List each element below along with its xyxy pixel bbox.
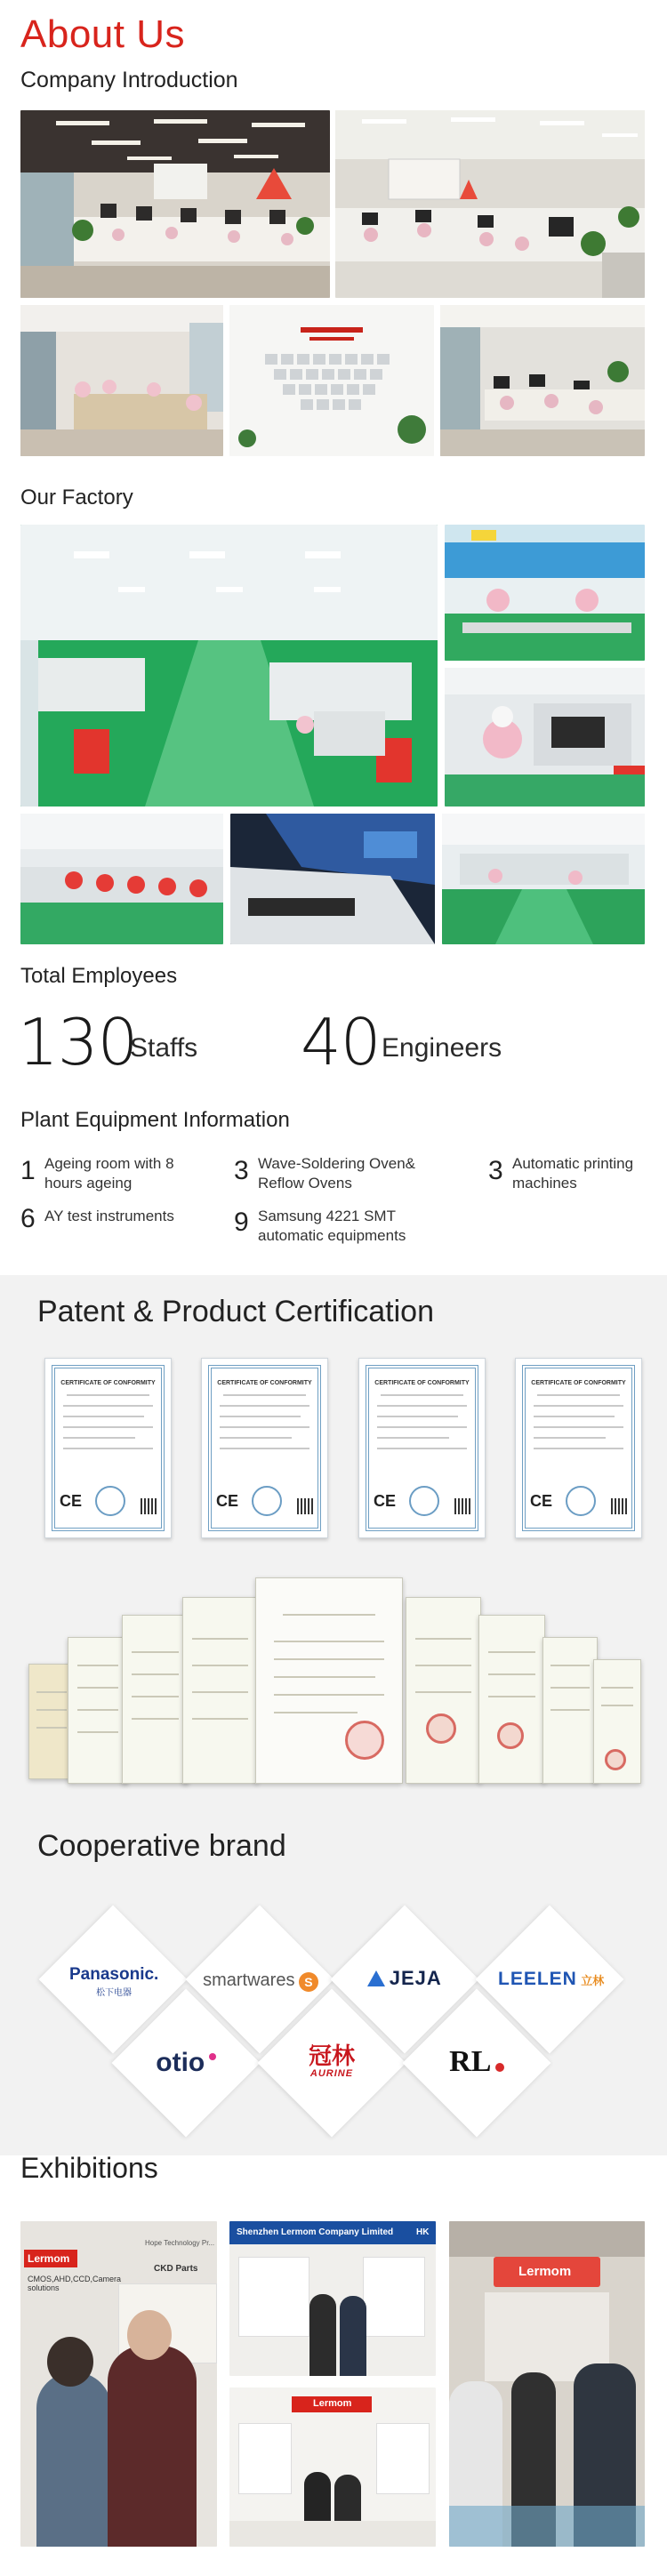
staff-unit: Staffs: [130, 1033, 198, 1063]
page-title: About Us: [20, 12, 185, 56]
company-intro-heading: Company Introduction: [20, 68, 238, 92]
patent-wall-photo: [229, 305, 434, 456]
factory-heading: Our Factory: [20, 486, 133, 510]
jeja-triangle-icon: [367, 1970, 385, 1986]
brand-logo-otio: otio: [144, 2048, 228, 2078]
rl-dot-icon: [495, 2063, 504, 2072]
exhibitions-heading: Exhibitions: [20, 2152, 158, 2184]
smt-machine-photo: [230, 814, 435, 944]
engineer-unit: Engineers: [382, 1033, 502, 1063]
equipment-label: Automatic printing machines: [512, 1155, 634, 1192]
patent-certificate: [68, 1637, 128, 1784]
machine-operator-photo: [445, 668, 645, 807]
equipment-heading: Plant Equipment Information: [20, 1108, 290, 1132]
equipment-count: 3: [234, 1156, 249, 1185]
exhibition-photo-3: [229, 2387, 436, 2547]
exhibition-photo-1: [20, 2221, 217, 2547]
exhibition-caption: CMOS,AHD,CCD,Camera solutions: [28, 2275, 122, 2292]
office-photo-2: [335, 110, 645, 298]
exhibition-photo-4: [449, 2221, 645, 2547]
exhibition-booth-brand: Lermom: [313, 2398, 352, 2409]
staff-count: 130: [18, 1005, 138, 1079]
factory-floor-photo: [20, 525, 438, 807]
engineer-count: 40: [301, 1005, 381, 1079]
office-workstations-photo: [440, 305, 645, 456]
otio-dot-icon: [209, 2053, 216, 2060]
equipment-label: Samsung 4221 SMT automatic equipments: [258, 1208, 406, 1244]
brand-logo-jeja: JEJA: [356, 1967, 454, 1990]
brands-heading: Cooperative brand: [37, 1829, 286, 1863]
patent-certificate: [593, 1659, 641, 1784]
patent-certificate: [122, 1615, 189, 1784]
equipment-count: 6: [20, 1204, 36, 1233]
brand-logo-rl: RL: [442, 2045, 511, 2079]
equipment-count: 3: [488, 1156, 503, 1185]
exhibition-parts-text: CKD Parts: [154, 2264, 198, 2274]
assembly-line-photo: [20, 814, 223, 944]
inspection-station-photo: [445, 525, 645, 661]
certification-heading: Patent & Product Certification: [37, 1295, 435, 1328]
equipment-count: 1: [20, 1156, 36, 1185]
patent-certificate: [478, 1615, 545, 1784]
patent-certificate-main: [255, 1577, 403, 1784]
patent-certificate: [182, 1597, 258, 1784]
meeting-room-photo: [20, 305, 223, 456]
brand-logo-smartwares: smartwares S: [201, 1970, 320, 1992]
brand-logo-panasonic: Panasonic. 松下电器: [69, 1965, 159, 1998]
exhibition-brand-label: Lermom: [28, 2252, 70, 2265]
ce-certificate: CERTIFICATE OF CONFORMITY CE: [358, 1358, 486, 1538]
equipment-label: Ageing room with 8 hours ageing: [44, 1155, 174, 1192]
employees-heading: Total Employees: [20, 964, 178, 988]
patent-certificate: [406, 1597, 481, 1784]
ce-certificate: CERTIFICATE OF CONFORMITY CE: [515, 1358, 642, 1538]
equipment-label: Wave-Soldering Oven& Reflow Ovens: [258, 1155, 416, 1192]
ce-certificate: CERTIFICATE OF CONFORMITY CE: [44, 1358, 172, 1538]
exhibition-photo-2: [229, 2221, 436, 2376]
brand-logo-leelen: LEELEN 立林: [498, 1969, 605, 1989]
patent-certificate: [542, 1637, 598, 1784]
ce-certificate: CERTIFICATE OF CONFORMITY CE: [201, 1358, 328, 1538]
equipment-label: AY test instruments: [44, 1208, 174, 1224]
exhibition-banner-company: Shenzhen Lermom Company Limited: [237, 2227, 394, 2237]
production-hall-photo: [442, 814, 645, 944]
exhibition-booth-text: Hope Technology Pr...: [145, 2239, 215, 2247]
office-photo-1: [20, 110, 330, 298]
exhibition-banner-region: HK: [416, 2227, 430, 2237]
brand-logo-aurine: 冠林 AURINE: [308, 2042, 355, 2079]
exhibition-booth-brand: Lermom: [518, 2264, 572, 2279]
equipment-count: 9: [234, 1208, 249, 1237]
